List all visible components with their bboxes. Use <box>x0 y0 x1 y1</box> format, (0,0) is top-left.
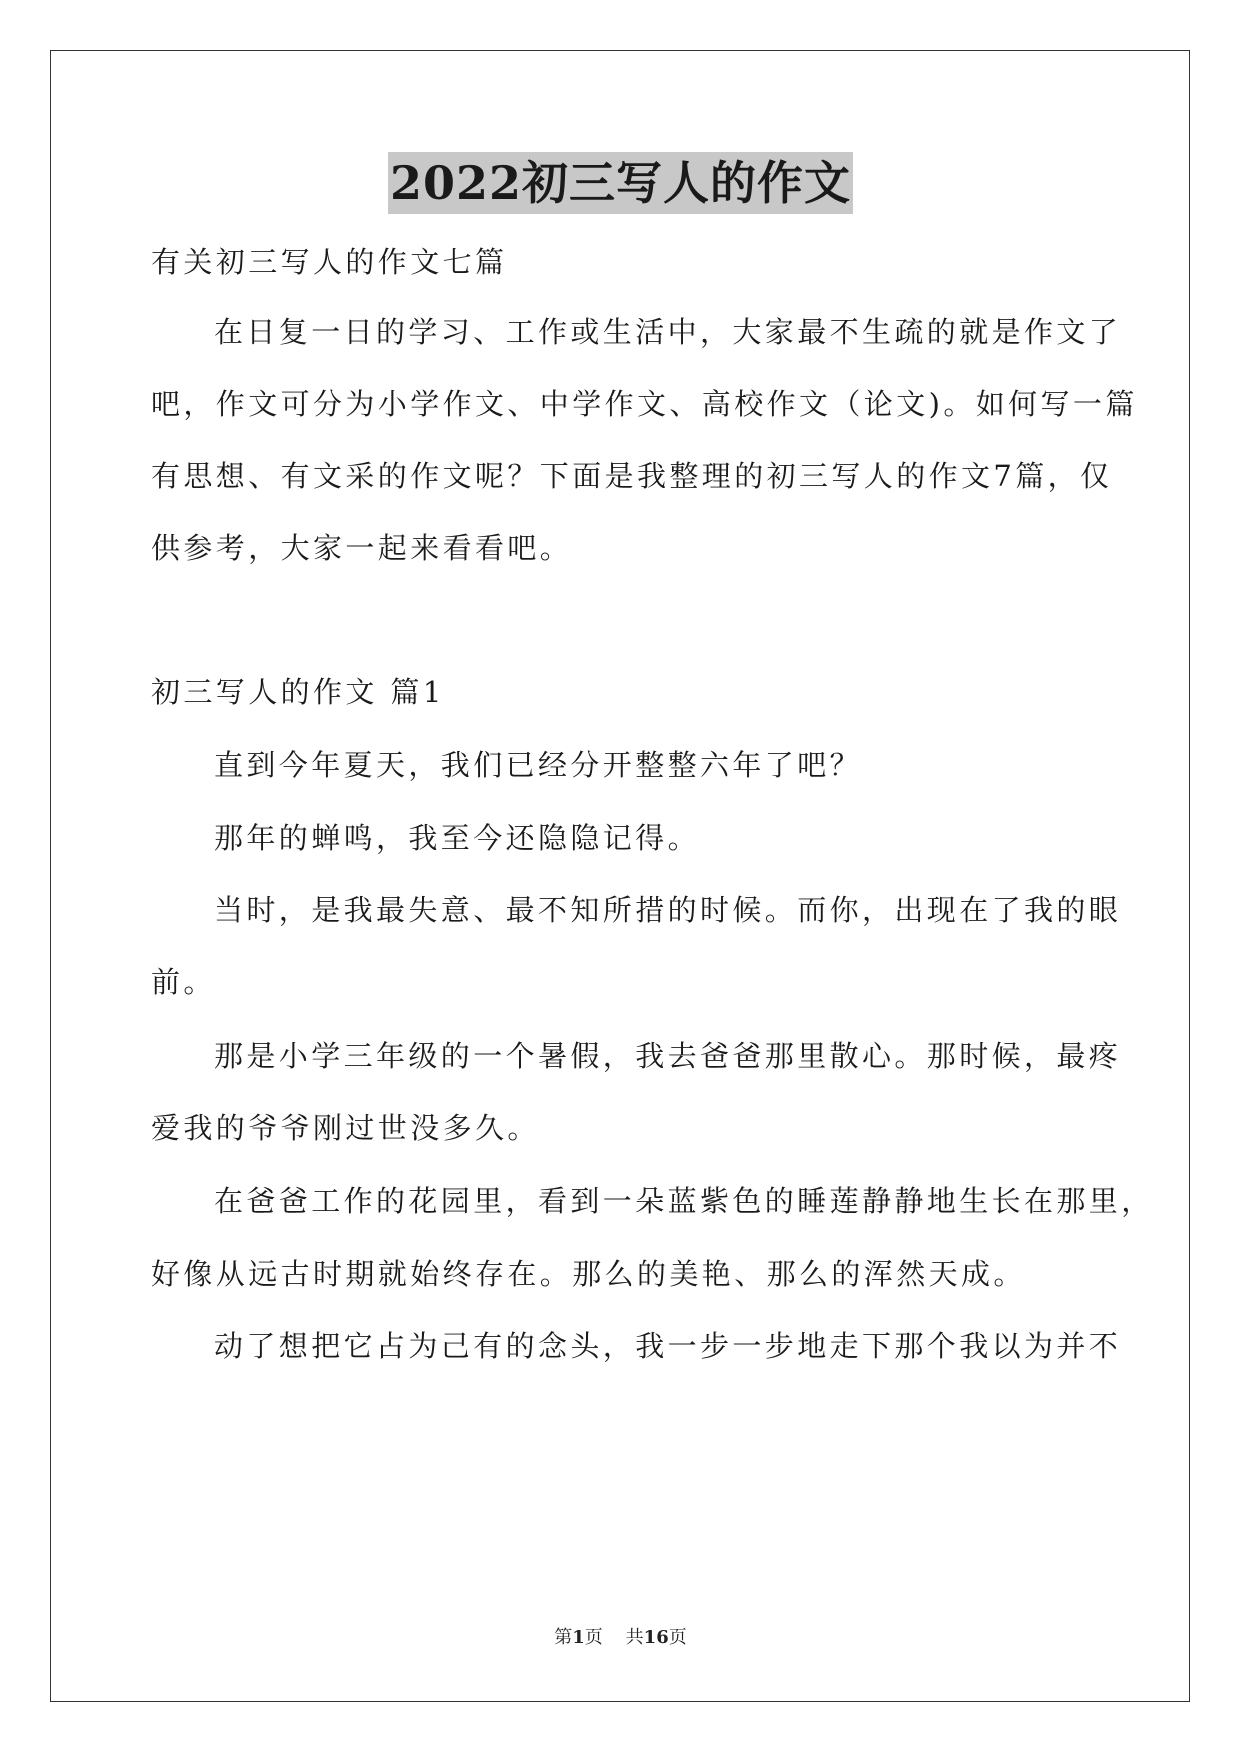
total-pages: 16 <box>643 1627 669 1648</box>
page-suffix: 页 <box>584 1627 603 1648</box>
intro-line: 有思想、有文采的作文呢？下面是我整理的初三写人的作文7篇，仅 <box>151 459 1113 493</box>
body-line: 那是小学三年级的一个暑假，我去爸爸那里散心。那时候，最疼 <box>214 1039 1122 1073</box>
document-title: 2022初三写人的作文 <box>388 152 853 214</box>
body-line: 直到今年夏天，我们已经分开整整六年了吧？ <box>214 748 863 782</box>
title-wrap <box>0 152 1241 214</box>
body-line: 那年的蝉鸣，我至今还隐隐记得。 <box>214 821 701 855</box>
section-heading: 初三写人的作文 篇1 <box>151 675 445 709</box>
total-suffix: 页 <box>668 1627 687 1648</box>
body-line: 当时，是我最失意、最不知所措的时候。而你，出现在了我的眼 <box>214 893 1122 927</box>
body-line: 在爸爸工作的花园里，看到一朵蓝紫色的睡莲静静地生长在那里， <box>214 1184 1154 1218</box>
body-line: 前。 <box>151 965 216 999</box>
body-line: 动了想把它占为己有的念头，我一步一步地走下那个我以为并不 <box>214 1329 1122 1363</box>
page-number: 1 <box>572 1627 585 1648</box>
total-prefix: 共 <box>625 1627 644 1648</box>
body-line: 好像从远古时期就始终存在。那么的美艳、那么的浑然天成。 <box>151 1257 1026 1291</box>
page-border <box>50 50 1190 1702</box>
intro-line: 供参考，大家一起来看看吧。 <box>151 531 573 565</box>
body-line: 爱我的爷爷刚过世没多久。 <box>151 1111 540 1145</box>
page-footer <box>0 1626 1241 1650</box>
intro-line: 吧，作文可分为小学作文、中学作文、高校作文（论文)。如何写一篇 <box>151 387 1138 421</box>
intro-line: 在日复一日的学习、工作或生活中，大家最不生疏的就是作文了 <box>214 315 1122 349</box>
document-subtitle: 有关初三写人的作文七篇 <box>151 245 508 279</box>
page-prefix: 第 <box>554 1627 573 1648</box>
